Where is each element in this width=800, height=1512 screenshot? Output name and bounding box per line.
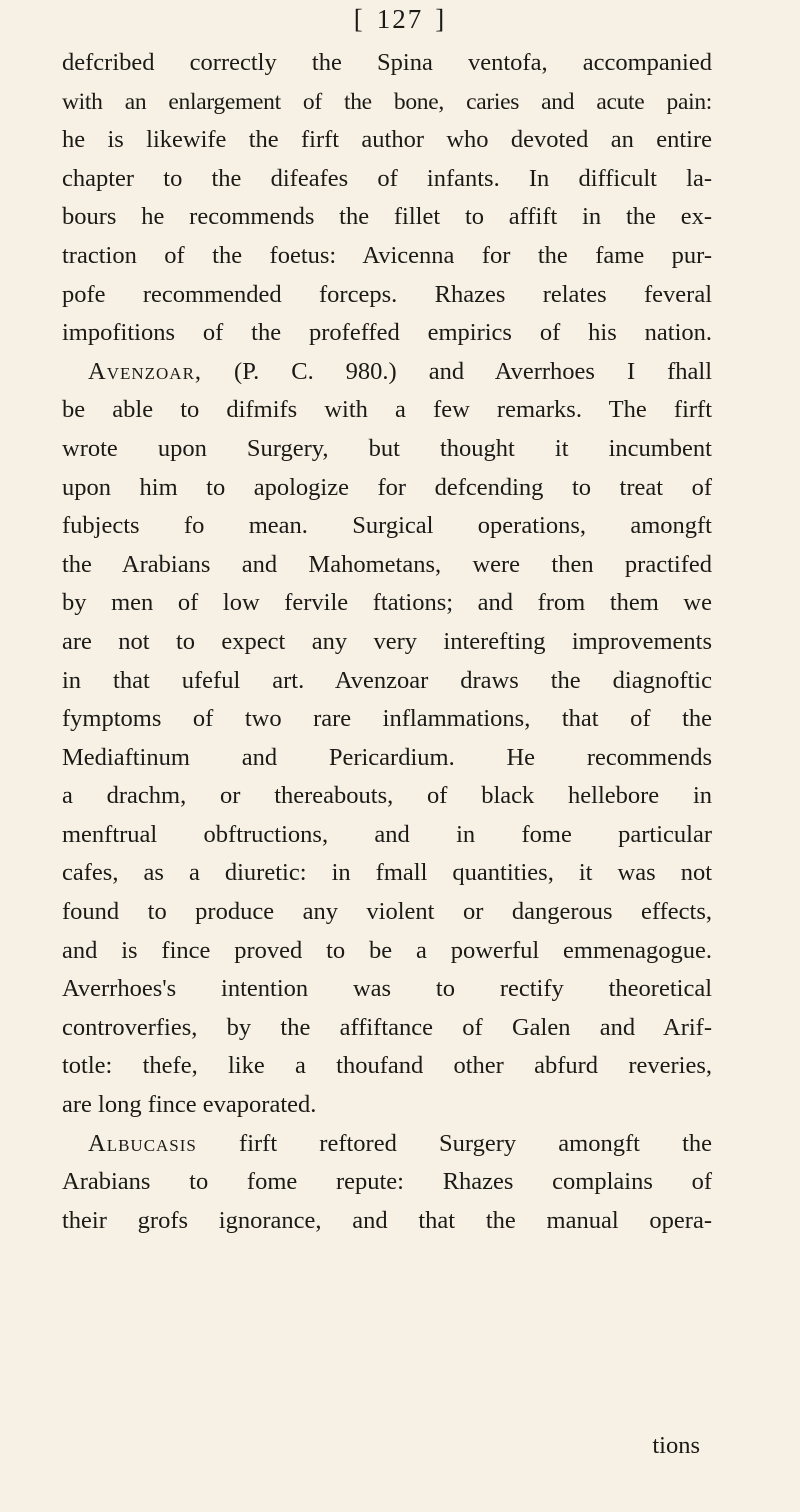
text-line: totle: thefe, like a thoufand other abfurd reveries, <box>62 1052 712 1080</box>
line-rest: firft reftored Surgery amongft the <box>196 1129 712 1157</box>
body-text <box>62 44 712 1240</box>
catchword: tions <box>652 1432 700 1459</box>
text-line: controverfies, by the affiftance of Galen and Arif- <box>62 1013 712 1041</box>
text-line <box>62 353 712 392</box>
text-line: Arabians to fome repute: Rhazes complains of <box>62 1168 712 1196</box>
line-rest: (P. C. 980.) and Averrhoes I fhall <box>202 357 712 385</box>
text-line: with an enlargement of the bone, caries and acute pain: <box>62 88 712 115</box>
text-line: their grofs ignorance, and that the manual opera- <box>62 1206 712 1234</box>
text-line: he is likewife the firft author who devoted an entire <box>62 126 712 154</box>
page-header <box>0 4 800 35</box>
text-line: be able to difmifs with a few remarks. The firft <box>62 396 712 424</box>
text-line: pofe recommended forceps. Rhazes relates feveral <box>62 280 712 308</box>
text-line: Mediaftinum and Pericardium. He recommends <box>62 743 712 771</box>
text-line: fubjects fo mean. Surgical operations, amongft <box>62 512 712 540</box>
text-line: defcribed correctly the Spina ventofa, accompanied <box>62 49 712 76</box>
text-line: and is fince proved to be a powerful emmenagogue. <box>62 936 712 964</box>
text-line: chapter to the difeafes of infants. In difficult la- <box>62 164 712 192</box>
text-line: are long fince evaporated. <box>62 1091 317 1119</box>
text-line: upon him to apologize for defcending to treat of <box>62 473 712 501</box>
name-avenzoar: Avenzoar, <box>88 357 203 385</box>
text-line: in that ufeful art. Avenzoar draws the diagnoftic <box>62 666 712 694</box>
text-line: impofitions of the profeffed empirics of his nation. <box>62 319 712 347</box>
open-bracket: [ <box>353 4 365 34</box>
name-albucasis: Albucasis <box>88 1129 197 1157</box>
text-line: the Arabians and Mahometans, were then practifed <box>62 550 712 578</box>
text-line: by men of low fervile ftations; and from them we <box>62 589 712 617</box>
text-line: fymptoms of two rare inflammations, that of the <box>62 705 712 733</box>
close-bracket: ] <box>435 4 447 34</box>
text-line: Averrhoes's intention was to rectify theoretical <box>62 975 712 1003</box>
text-line: a drachm, or thereabouts, of black hellebore in <box>62 782 712 810</box>
text-line: found to produce any violent or dangerous effects, <box>62 898 712 926</box>
text-line: are not to expect any very interefting improvements <box>62 627 712 655</box>
text-line <box>62 1125 712 1164</box>
page-number: 127 <box>376 4 424 34</box>
text-line: traction of the foetus: Avicenna for the fame pur- <box>62 241 712 269</box>
text-line: cafes, as a diuretic: in fmall quantities, it was not <box>62 859 712 887</box>
text-line: bours he recommends the fillet to affift in the ex- <box>62 203 712 231</box>
text-line: wrote upon Surgery, but thought it incumbent <box>62 434 712 462</box>
text-line: menftrual obftructions, and in fome particular <box>62 820 712 848</box>
